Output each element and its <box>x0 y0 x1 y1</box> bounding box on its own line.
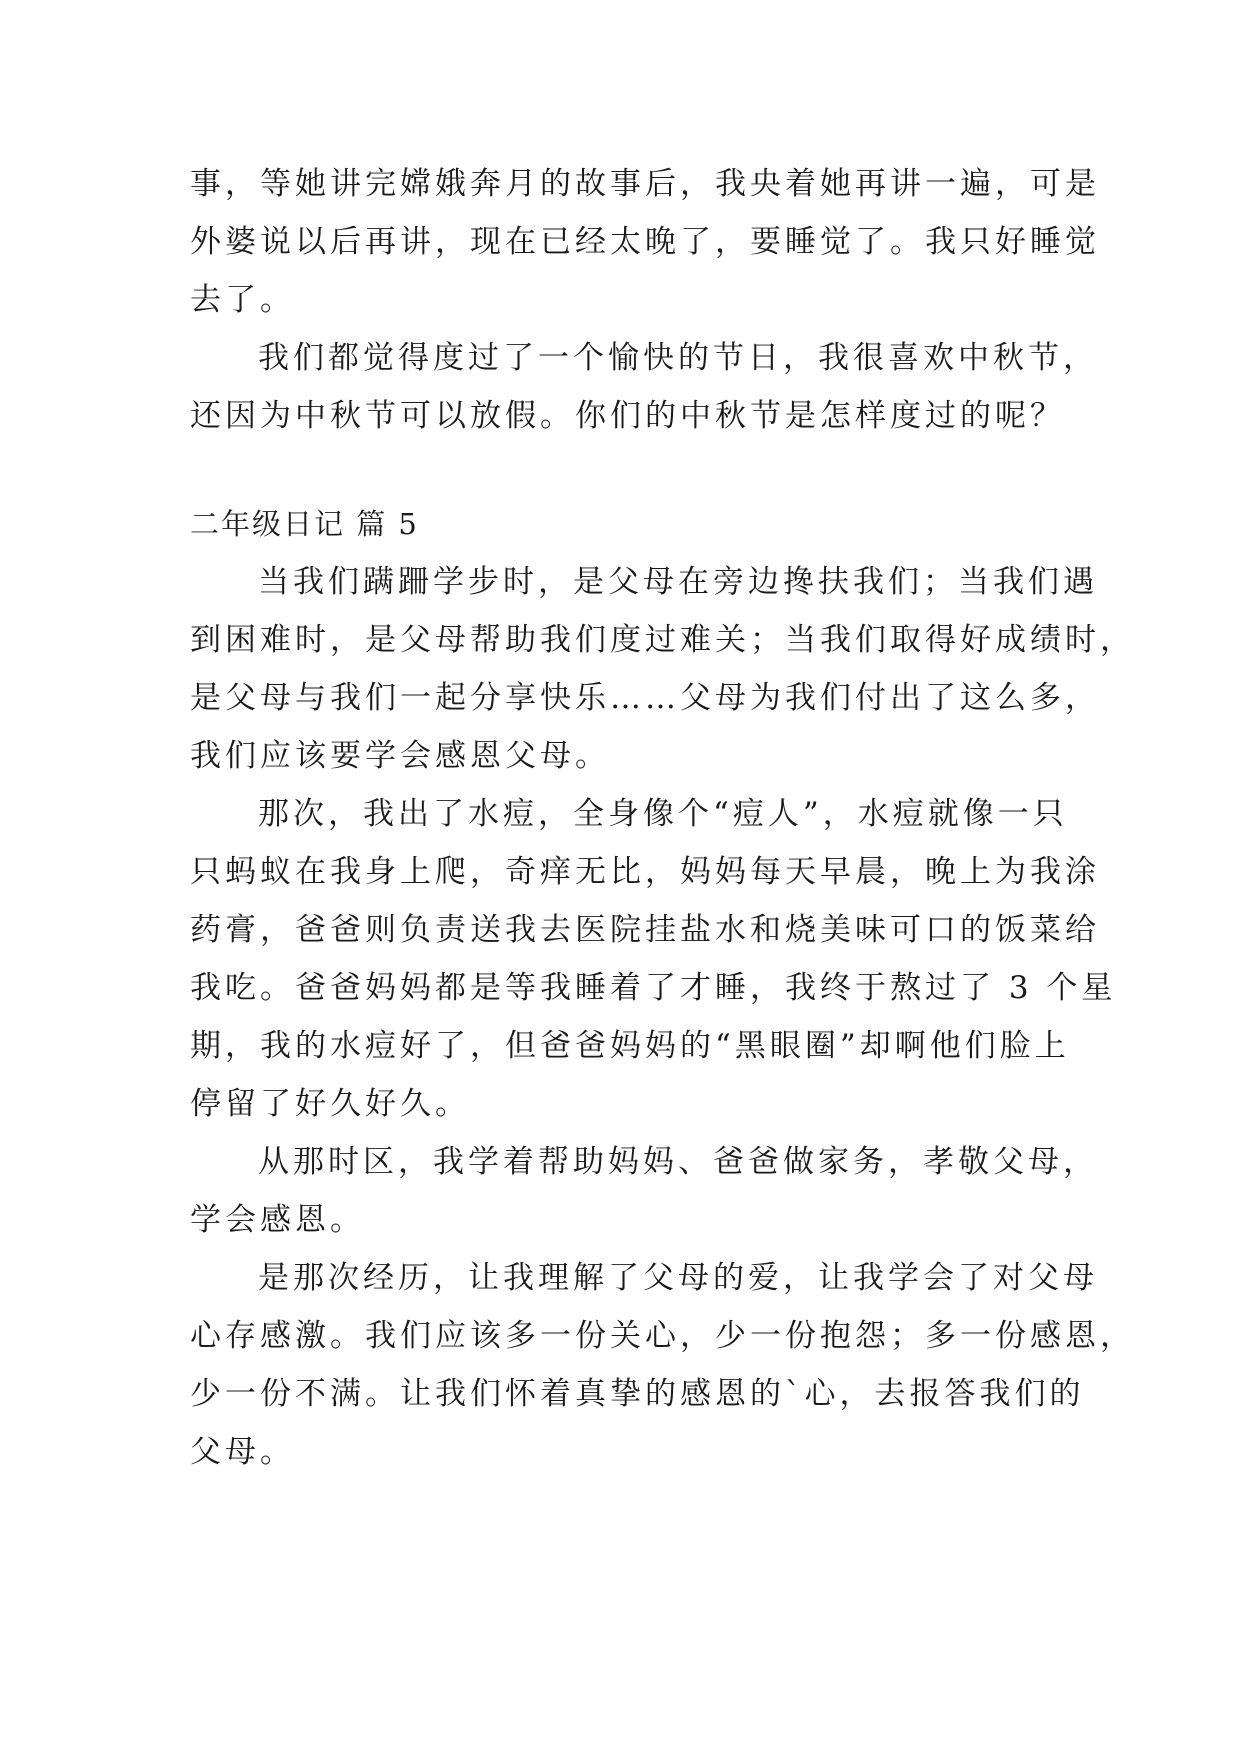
text-line: 停留了好久好久。 <box>190 1086 470 1122</box>
text-line: 药膏，爸爸则负责送我去医院挂盐水和烧美味可口的饭菜给 <box>190 912 1100 948</box>
text-line: 是父母与我们一起分享快乐……父母为我们付出了这么多， <box>190 680 1100 716</box>
text-line: 我吃。爸爸妈妈都是等我睡着了才睡，我终于熬过了 3 个星 <box>190 970 1117 1006</box>
text-line: 只蚂蚁在我身上爬，奇痒无比，妈妈每天早晨，晚上为我涂 <box>190 854 1100 890</box>
text-line: 少一份不满。让我们怀着真挚的感恩的`心，去报答我们的 <box>190 1376 1085 1412</box>
section-heading: 二年级日记 篇 5 <box>190 507 419 541</box>
text-line: 那次，我出了水痘，全身像个“痘人”，水痘就像一只 <box>258 796 1068 832</box>
text-line: 我们都觉得度过了一个愉快的节日，我很喜欢中秋节， <box>258 340 1098 376</box>
text-line: 我们应该要学会感恩父母。 <box>190 738 610 774</box>
text-line: 还因为中秋节可以放假。你们的中秋节是怎样度过的呢？ <box>190 398 1065 434</box>
text-line: 事，等她讲完嫦娥奔月的故事后，我央着她再讲一遍，可是 <box>190 166 1100 202</box>
text-line: 心存感激。我们应该多一份关心，少一份抱怨；多一份感恩， <box>190 1318 1135 1354</box>
text-line: 期，我的水痘好了，但爸爸妈妈的“黑眼圈”却啊他们脸上 <box>190 1028 1070 1064</box>
text-line: 去了。 <box>190 282 295 318</box>
text-line: 到困难时，是父母帮助我们度过难关；当我们取得好成绩时， <box>190 622 1135 658</box>
text-line: 当我们蹒跚学步时，是父母在旁边搀扶我们；当我们遇 <box>258 564 1098 600</box>
document-page <box>190 155 1135 1481</box>
text-line: 父母。 <box>190 1434 295 1470</box>
text-line: 从那时区，我学着帮助妈妈、爸爸做家务，孝敬父母， <box>258 1144 1098 1180</box>
text-line: 学会感恩。 <box>190 1202 365 1238</box>
text-line: 外婆说以后再讲，现在已经太晚了，要睡觉了。我只好睡觉 <box>190 224 1100 260</box>
text-line: 是那次经历，让我理解了父母的爱，让我学会了对父母 <box>258 1260 1098 1296</box>
